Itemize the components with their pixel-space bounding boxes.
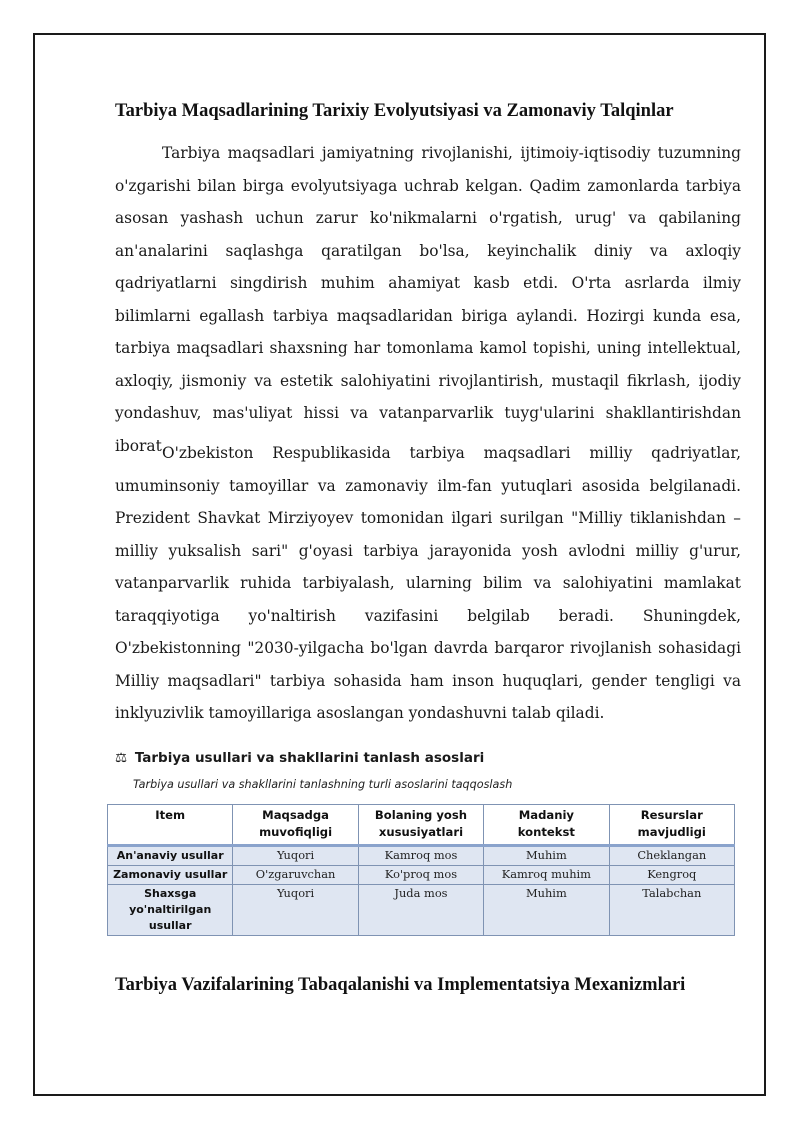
table-cell: Muhim	[484, 846, 609, 866]
row-label: An'anaviy usullar	[108, 846, 233, 866]
table-heading	[115, 750, 484, 766]
table-heading-text: Tarbiya usullari va shakllarini tanlash asoslari	[134, 750, 485, 766]
paragraph-history: Tarbiya maqsadlari jamiyatning rivojlanishi, ijtimoiy-iqtisodiy tuzumning o'zgarishi bilan birga evolyutsiyaga uchrab kelgan. Qadim zamonlarda tarbiya asosan yashash uchun zarur ko'nikmalarni o'rgatish, urug' va qabilaning an'analarini saqlashga qaratilgan bo'lsa, keyinchalik diniy va axloqiy qadriyatlarni singdirish muhim ahamiyat kasb etdi. O'rta asrlarda ilmiy bilimlarni egallash tarbiya maqsadlaridan biriga aylandi. Hozirgi kunda esa, tarbiya maqsadlari shaxsning har tomonlama kamol topishi, uning intellektual, axloqiy, jismoniy va estetik salohiyatini rivojlantirish, mustaqil fikrlash, ijodiy yondashuv, mas'uliyat hissi va vatanparvarlik tuyg'ularini shakllantirishdan iborat.	[115, 144, 741, 455]
column-header-cultural-context: Madaniy kontekst	[484, 805, 609, 846]
table-header-row	[108, 805, 735, 846]
row-label: Shaxsga yo'naltirilgan usullar	[108, 885, 233, 936]
table-cell: Cheklangan	[609, 846, 734, 866]
comparison-table	[107, 804, 735, 936]
column-header-goal-fit: Maqsadga muvofiqligi	[233, 805, 358, 846]
table-cell: Kamroq mos	[358, 846, 483, 866]
table-cell: Juda mos	[358, 885, 483, 936]
table-cell: O'zgaruvchan	[233, 866, 358, 885]
section-heading-tasks: Tarbiya Vazifalarining Tabaqalanishi va Implementatsiya Mexanizmlari	[115, 975, 686, 995]
table-cell: Kengroq	[609, 866, 734, 885]
column-header-age-features: Bolaning yosh xususiyatlari	[358, 805, 483, 846]
column-header-item: Item	[108, 805, 233, 846]
table-row	[108, 885, 735, 936]
row-label: Zamonaviy usullar	[108, 866, 233, 885]
table-cell: Ko'proq mos	[358, 866, 483, 885]
balance-scale-icon: ⚖	[115, 750, 128, 766]
table-cell: Talabchan	[609, 885, 734, 936]
table-row	[108, 866, 735, 885]
table-cell: Yuqori	[233, 846, 358, 866]
table-cell: Kamroq muhim	[484, 866, 609, 885]
table-row	[108, 846, 735, 866]
table-cell: Yuqori	[233, 885, 358, 936]
section-heading-evolution: Tarbiya Maqsadlarining Tarixiy Evolyutsiyasi va Zamonaviy Talqinlar	[115, 101, 674, 121]
table-caption: Tarbiya usullari va shakllarini tanlashning turli asoslarini taqqoslash	[133, 778, 513, 791]
paragraph-uzbekistan: O'zbekiston Respublikasida tarbiya maqsadlari milliy qadriyatlar, umuminsoniy tamoyillar va zamonaviy ilm-fan yutuqlari asosida belgilanadi. Prezident Shavkat Mirziyoyev tomonidan ilgari surilgan "Milliy tiklanishdan – milliy yuksalish sari" g'oyasi tarbiya jarayonida yosh avlodni milliy g'urur, vatanparvarlik ruhida tarbiyalash, ularning bilim va salohiyatini mamlakat taraqqiyotiga yo'naltirish vazifasini belgilab beradi. Shuningdek, O'zbekistonning "2030-yilgacha bo'lgan davrda barqaror rivojlanish sohasidagi Milliy maqsadlari" tarbiya sohasida ham inson huquqlari, gender tengligi va inklyuzivlik tamoyillariga asoslangan yondashuvni talab qiladi.	[115, 444, 741, 722]
column-header-resources: Resurslar mavjudligi	[609, 805, 734, 846]
table-cell: Muhim	[484, 885, 609, 936]
